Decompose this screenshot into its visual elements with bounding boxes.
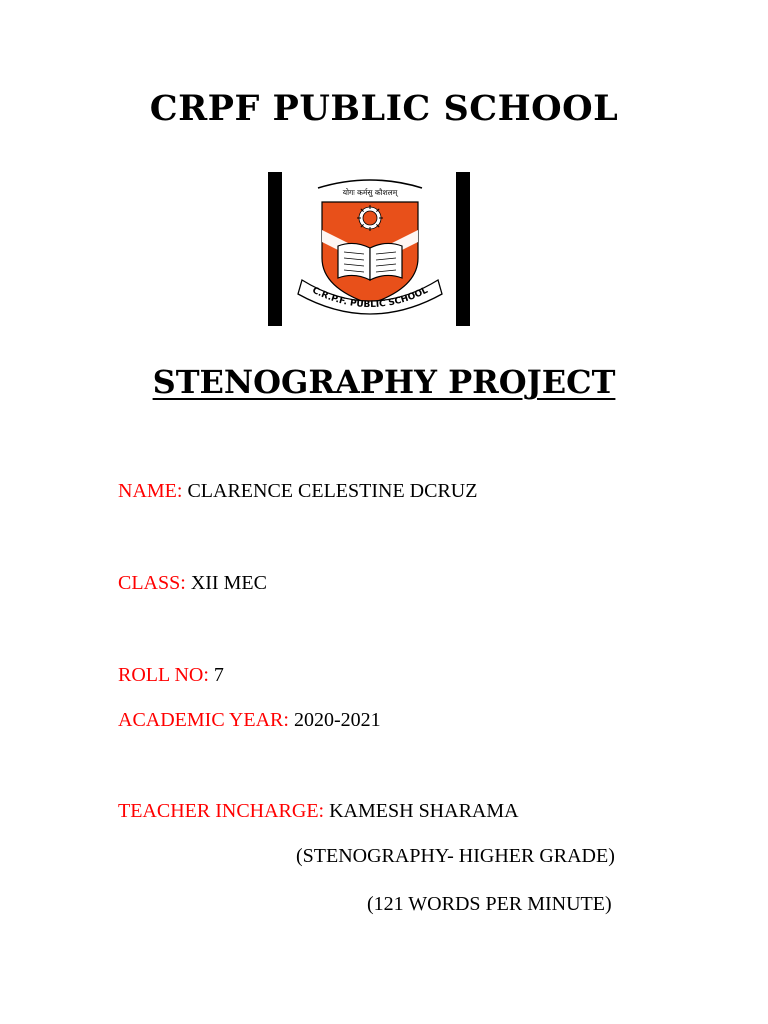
school-title: CRPF PUBLIC SCHOOL: [149, 88, 619, 129]
teacher-row: [118, 800, 519, 823]
roll-label: ROLL NO:: [118, 664, 209, 686]
logo-left-bar: [268, 172, 282, 326]
name-label: NAME:: [118, 480, 183, 502]
book-icon: [338, 243, 402, 280]
academic-year-row: [118, 709, 381, 732]
school-logo: [268, 172, 472, 326]
teacher-value: KAMESH SHARAMA: [329, 800, 519, 822]
year-label: ACADEMIC YEAR:: [118, 709, 289, 731]
year-value: 2020-2021: [293, 709, 381, 731]
project-title: STENOGRAPHY PROJECT: [152, 363, 616, 401]
logo-motto: योगः कर्मसु कौशलम्: [342, 188, 398, 197]
subject-grade-line: (STENOGRAPHY- HIGHER GRADE): [296, 845, 615, 867]
roll-row: [118, 664, 224, 687]
class-value: XII MEC: [190, 572, 267, 594]
class-label: CLASS:: [118, 572, 186, 594]
name-row: [118, 480, 477, 503]
teacher-label: TEACHER INCHARGE:: [118, 800, 325, 822]
sun-icon: [357, 205, 383, 231]
name-value: CLARENCE CELESTINE DCRUZ: [187, 480, 478, 502]
roll-value: 7: [213, 664, 224, 686]
school-emblem: [292, 176, 448, 322]
class-row: [118, 572, 267, 595]
logo-right-bar: [456, 172, 470, 326]
logo-banner-text: C.R.P.F. PUBLIC SCHOOL: [310, 285, 430, 311]
speed-line: (121 WORDS PER MINUTE): [367, 893, 612, 915]
